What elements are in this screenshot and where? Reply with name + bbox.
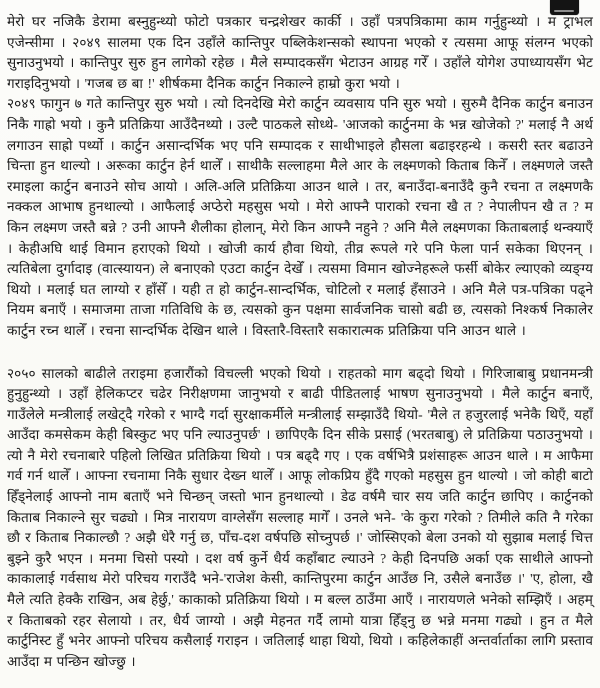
paragraph-kantipur-start: २०४९ फागुन ७ गते कान्तिपुर सुरु भयो । त्यो दिनदेखि मेरो कार्टुन व्यवसाय पनि सुरु भयो । सुरुमै दैनिक कार्टुन बनाउन निकै गाह्रो भयो । कुनै प्रतिक्रिया आउँदैनथ्यो । उल्टै पाठकले सोध्थे- 'आजको कार्टुनमा के भन्न खोजेको ?' मलाई नै अर्थ लगाउन साह्रो पर्थ्यो । कार्टुन असान्दर्भिक भए पनि सम्पादक र साथीभाइले हौसला बढाइरहन्थे । कसरी स्तर बढाउने चिन्ता हुन थाल्यो । अरूका कार्टुन हेर्न थालेँ । साथीकै सल्लाहमा मैले आर के लक्ष्मणको किताब किनेँ । लक्ष्मणले जस्तै रमाइला कार्टुन बनाउने सोच आयो । अलि-अलि प्रतिक्रिया आउन थाले । तर, बनाउँदा-बनाउँदै कुनै रचना त लक्ष्मणकै नक्कल आभाष हुनथाल्यो । आफैलाई अप्ठेरो महसुस भयो । मेरो आफ्नै पाराको रचना खै त ? नेपालीपन खै त ? म किन लक्ष्मण जस्तै बन्ने ? उनी आफ्नै शैलीका होलान्, मेरो किन आफ्नै नहुने ? अनि मैले लक्ष्मणका किताबलाई थन्क्याएँ । केहीअघि थाई विमान हराएको थियो । खोजी कार्य हौवा थियो, तीव्र रूपले गरे पनि फेला पार्न सकेका थिएनन् । त्यतिबेला दुर्गादाइ (वात्स्यायन) ले बनाएको एउटा कार्टुन देखेँ । त्यसमा विमान खोज्नेहरूले फर्सी बोकेर ल्याएको व्यङ्ग्य थियो । मलाई घत लाग्यो र हाँसेँ । यही त हो कार्टुन-सान्दर्भिक, चोटिलो र मलाई हँसाउने । अनि मैले पत्र-पत्रिका पढ्ने नियम बनाएँ । समाजमा ताजा गतिविधि के छ, त्यसको कुन पक्षमा सार्वजनिक चासो बढी छ, त्यसको निश्कर्ष निकालेर कार्टुन रच्न थालेँ । रचना सान्दर्भिक देखिन थाले । विस्तारै-विस्तारै सकारात्मक प्रतिक्रिया पनि आउन थाले । <box>7 96 593 338</box>
memoir-text-block <box>7 12 593 672</box>
paragraph-flood-2050: २०५० सालको बाढीले तराइमा हजारौंको विचल्ली भएको थियो । राहतको माग बढ्दो थियो । गिरिजाबाबु प्रधानमन्त्री हुनुहुन्थ्यो । उहाँ हेलिकप्टर चढेर निरीक्षणमा जानुभयो र बाढी पीडितलाई भाषण सुनाउनुभयो । मैले कार्टुन बनाएँ, गाउँलेले मन्त्रीलाई लखेट्दै गरेको र भाग्दै गर्दा सुरक्षाकर्मीले मन्त्रीलाई सम्झाउँदै थियो- 'मैले त हजुरलाई भनेकै थिएँ, यहाँ आउँदा कमसेकम केही बिस्कुट भए पनि ल्याउनुपर्छ' । छापिएकै दिन सीके प्रसाई (भरतबाबु) ले प्रतिक्रिया पठाउनुभयो । त्यो नै मेरो रचनाबारे पहिलो लिखित प्रतिक्रिया थियो । पत्र बढ्दै गए । एक वर्षभित्रै प्रशंसाहरू आउन थाले । म आफैमा गर्व गर्न थालेँ । आफ्ना रचनामा निकै सुधार देख्न थालेँ । आफू लोकप्रिय हुँदै गएको महसुस हुन थाल्यो । जो कोही बाटो हिँड्नेलाई आफ्नो नाम बताएँ भने चिन्छन् जस्तो भान हुनथाल्यो । डेढ वर्षमै चार सय जति कार्टुन छापिए । कार्टुनको किताब निकाल्ने सुर चढ्यो । मित्र नारायण वाग्लेसँग सल्लाह मागेँ । उनले भने- 'के कुरा गरेको ? तिमीले कति नै गरेका छौ र किताब निकाल्छौ ? अझै धेरै गर्नु छ, पाँच-दश वर्षपछि सोच्नुपर्छ ।' जोस्सिएको बेला उनको यो सुझाब मलाई चित्त बुझ्ने कुरै भएन । मनमा चिसो पस्यो । दश वर्ष कुर्ने धैर्य कहाँबाट ल्याउने ? केही दिनपछि अर्का एक साथीले आफ्नो काकालाई गर्वसाथ मेरो परिचय गराउँदै भने-'राजेश केसी, कान्तिपुरमा कार्टुन आउँछ नि, उसैले बनाउँछ ।' 'ए, होला, खै मैले त्यति हेक्कै राखिन, अब हेर्छु,' काकाको प्रतिक्रिया थियो । म बल्ल ठाउँमा आएँ । नारायणले भनेको सम्झिएँ । अहम् र किताबको रहर सेलायो । तर, धैर्य जाग्यो । अझै मेहनत गर्दै लामो यात्रा हिँड्नु छ भन्ने मनमा गढ्यो । हुन त मैले कार्टुनिस्ट हुँ भनेर आफ्नो परिचय कसैलाई गराइन । जतिलाई थाहा थियो, थियो । कहिलेकाहीं अन्तर्वार्ताका लागि प्रस्ताव आउँदा म पन्छिन खोज्छु । <box>7 365 593 669</box>
paragraph-intro: मेरो घर नजिकै डेरामा बस्नुहुन्थ्यो फोटो पत्रकार चन्द्रशेखर कार्की । उहाँ पत्रपत्रिकामा काम गर्नुहुन्थ्यो । म ट्राभल एजेन्सीमा । २०४९ सालमा एक दिन उहाँले कान्तिपुर पब्लिकेशन्सको स्थापना भएको र त्यसमा आफू संलग्न भएको सुनाउनुभयो । कान्तिपुर सुरु हुन लागेको रहेछ । मैले सम्पादकसँग भेटाउन आग्रह गरेँ । उहाँले योगेश उपाध्यायसँग भेट गराइदिनुभयो । 'गजब छ बा !' शीर्षकमा दैनिक कार्टुन निकाल्ने हाम्रो कुरा भयो । <box>7 14 593 91</box>
